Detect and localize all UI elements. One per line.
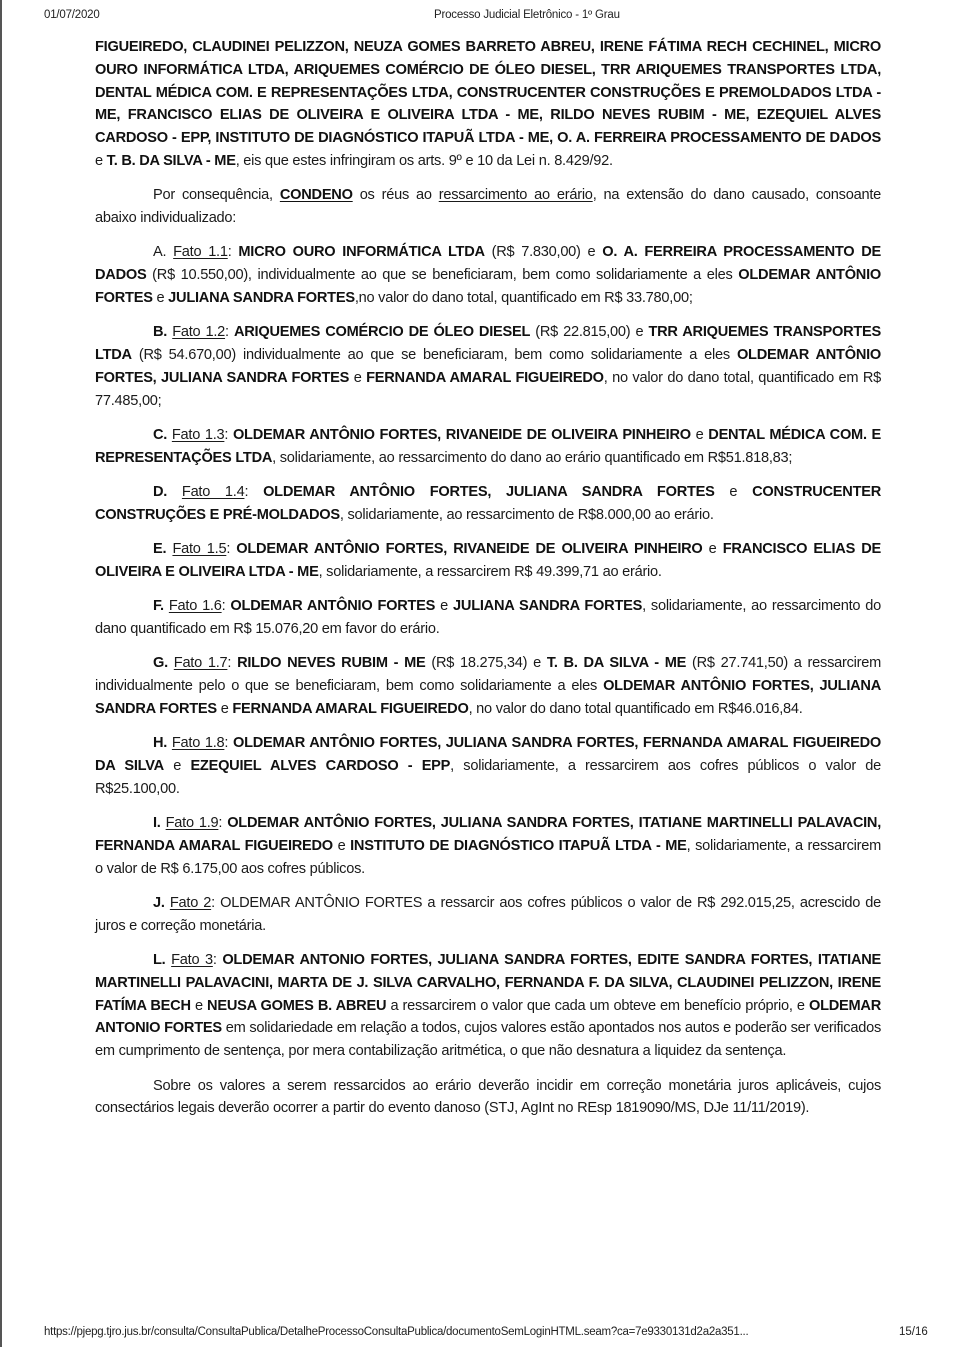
text-run: a ressarcirem o valor que cada um obteve em benefício próprio, e bbox=[386, 997, 809, 1014]
paragraph-condemnation bbox=[95, 184, 881, 230]
text-run: Por consequência, bbox=[153, 187, 280, 204]
bold-run: I. bbox=[153, 815, 166, 832]
text-run: , eis que estes infringiram os arts. 9º e 10 da Lei n. 8.429/92. bbox=[235, 152, 613, 169]
text-run: , no valor do dano total quantificado em R$46.016,84. bbox=[468, 700, 803, 717]
bold-run: JULIANA SANDRA FORTES bbox=[453, 598, 643, 615]
bold-run: JULIANA SANDRA FORTES bbox=[168, 289, 355, 306]
paragraph-item-i bbox=[95, 812, 881, 880]
text-run: em solidariedade em relação a todos, cujos valores estão apontados nos autos e poderão ser verificados em cumprimento de sentença, por mera contabilização aritmética, o que não desnatura a liquidez da sentença. bbox=[95, 1020, 881, 1060]
text-run: (R$ 27.741,50) a ressarcirem individualmente pelo o que se beneficiaram, bem como solidariamente a eles bbox=[95, 655, 882, 695]
bold-run: T. B. DA SILVA - ME bbox=[106, 152, 236, 169]
bold-run: FIGUEIREDO, CLAUDINEI PELIZZON, NEUZA GOMES BARRETO ABREU, IRENE FÁTIMA RECH CECHINEL, MICRO OURO INFORMÁTICA LTDA, ARIQUEMES COMÉRCIO DE ÓLEO DIESEL, TRR ARIQUEMES TRANSPORTES LTDA, DENTAL MÉDICA COM. E REPRESENTAÇÕES LTDA, CONSTRUCENTER CONSTRUÇÕES E PREMOLDADOS LTDA - ME, FRANCISCO ELIAS DE OLIVEIRA E OLIVEIRA LTDA - ME, RILDO NEVES RUBIM - ME, EZEQUIEL ALVES CARDOSO - EPP, INSTITUTO DE DIAGNÓSTICO ITAPUÃ LTDA - ME, O. A. FERREIRA PROCESSAMENTO DE DADOS bbox=[95, 39, 881, 147]
bold-run: OLDEMAR ANTÔNIO FORTES, RIVANEIDE DE OLIVEIRA PINHEIRO bbox=[236, 541, 703, 558]
text-run: , solidariamente, a ressarcirem o valor de R$ 6.175,00 aos cofres públicos. bbox=[95, 837, 881, 877]
paragraph-item-f bbox=[95, 595, 881, 641]
paragraph-item-l bbox=[95, 949, 881, 1063]
underlined-run: Fato 2 bbox=[169, 895, 212, 911]
bold-run: DENTAL MÉDICA COM. E REPRESENTAÇÕES LTDA bbox=[95, 426, 882, 466]
bold-run: L. bbox=[153, 952, 172, 969]
text-run: : bbox=[227, 244, 239, 261]
bold-run: H. bbox=[153, 735, 172, 752]
bold-run: OLDEMAR ANTÔNIO FORTES, JULIANA SANDRA FORTES bbox=[95, 347, 882, 386]
text-run: : bbox=[227, 655, 238, 672]
text-run: (R$ 54.670,00) individualmente ao que se beneficiaram, bem como solidariamente a eles bbox=[131, 347, 737, 364]
text-run: ,no valor do dano total, quantificado em R$ 33.780,00; bbox=[354, 289, 693, 306]
header-print-date: 01/07/2020 bbox=[44, 9, 100, 21]
text-run: e bbox=[152, 289, 169, 306]
bold-run: B. bbox=[153, 324, 173, 341]
text-run: : bbox=[225, 324, 234, 341]
bold-run: RILDO NEVES RUBIM - ME bbox=[237, 655, 426, 672]
text-run: : bbox=[212, 952, 223, 969]
paragraph-item-a bbox=[95, 241, 881, 309]
text-run: (R$ 22.815,00) e bbox=[530, 324, 649, 341]
text-run: , solidariamente, a ressarcirem R$ 49.399,71 ao erário. bbox=[318, 563, 662, 580]
text-run: e bbox=[216, 700, 233, 717]
paragraph-intro-continuation bbox=[95, 36, 881, 173]
bold-run: EZEQUIEL ALVES CARDOSO - EPP bbox=[190, 758, 451, 775]
bold-run: CONSTRUCENTER CONSTRUÇÕES E PRÉ-MOLDADOS bbox=[95, 484, 882, 523]
bold-run: OLDEMAR ANTONIO FORTES, JULIANA SANDRA FORTES, EDITE SANDRA FORTES, ITATIANE MARTINELLI PALAVACINI, MARTA DE J. SILVA CARVALHO, FERNANDA F. DA SILVA, CLAUDINEI PELIZZON, IRENE FATÍMA BECH bbox=[95, 952, 882, 1014]
footer-page-number: 15/16 bbox=[899, 1326, 928, 1338]
paragraph-item-g bbox=[95, 652, 881, 720]
text-run: e bbox=[714, 484, 753, 501]
text-run: , solidariamente, ao ressarcimento do dano quantificado em R$ 15.076,20 em favor do erário. bbox=[95, 598, 881, 638]
bold-run: OLDEMAR ANTÔNIO FORTES, RIVANEIDE DE OLIVEIRA PINHEIRO bbox=[232, 426, 691, 443]
bold-run: C. bbox=[153, 426, 172, 443]
text-run: : bbox=[224, 735, 233, 752]
bold-run: ARIQUEMES COMÉRCIO DE ÓLEO DIESEL bbox=[233, 324, 531, 341]
text-run: : bbox=[224, 426, 233, 443]
text-run: , solidariamente, ao ressarcimento de R$8.000,00 ao erário. bbox=[339, 506, 714, 523]
underlined-run: ressarcimento ao erário bbox=[438, 187, 593, 204]
bold-run: FRANCISCO ELIAS DE OLIVEIRA E OLIVEIRA LTDA - ME bbox=[95, 541, 881, 580]
bold-run: OLDEMAR ANTÔNIO FORTES, JULIANA SANDRA FORTES, FERNANDA AMARAL FIGUEIREDO DA SILVA bbox=[95, 735, 882, 775]
underlined-run: Fato 1.9 bbox=[165, 815, 219, 832]
page-left-border bbox=[0, 0, 2, 1347]
text-run: : OLDEMAR ANTÔNIO FORTES a ressarcir aos cofres públicos o valor de R$ 292.015,25, acrescido de juros e correção monetária. bbox=[95, 895, 881, 934]
text-run: : bbox=[244, 484, 264, 501]
text-run: (R$ 7.830,00) e bbox=[484, 244, 603, 261]
paragraph-item-d bbox=[95, 481, 881, 527]
text-run: : bbox=[226, 541, 237, 558]
bold-underlined-run bbox=[280, 187, 353, 203]
text-run: , no valor do dano total, quantificado em R$ 77.485,00; bbox=[95, 369, 882, 409]
text-run: : bbox=[218, 815, 228, 832]
header-document-title: Processo Judicial Eletrônico - 1º Grau bbox=[434, 9, 620, 21]
bold-run: E. bbox=[153, 541, 173, 558]
underlined-run: Fato 1.1 bbox=[173, 244, 228, 261]
bold-run: TRR ARIQUEMES TRANSPORTES LTDA bbox=[95, 324, 882, 364]
underlined-run: Fato 1.8 bbox=[171, 735, 225, 752]
bold-run: D. bbox=[153, 484, 182, 501]
text-run: e bbox=[702, 541, 723, 558]
bold-run: G. bbox=[153, 655, 174, 672]
bold-run: MICRO OURO INFORMÁTICA LTDA bbox=[238, 244, 485, 261]
bold-run: F. bbox=[153, 598, 169, 615]
paragraph-interest-clause bbox=[95, 1075, 881, 1121]
text-run: Sobre os valores a serem ressarcidos ao erário deverão incidir em correção monetária juros aplicáveis, cujos consectários legais deverão ocorrer a partir do evento danoso (STJ, AgInt no REsp 1819090/MS, DJe 11/11/2019). bbox=[95, 1077, 881, 1117]
footer-source-url[interactable]: https://pjepg.tjro.jus.br/consulta/ConsultaPublica/DetalheProcessoConsultaPublica/documentoSemLoginHTML.seam?ca=7e9330131d2a2a351... bbox=[44, 1326, 749, 1338]
paragraph-item-e bbox=[95, 538, 881, 584]
bold-run: OLDEMAR ANTÔNIO FORTES bbox=[95, 267, 882, 306]
paragraph-item-j bbox=[95, 892, 881, 938]
text-run: e bbox=[163, 758, 191, 775]
bold-run: INSTITUTO DE DIAGNÓSTICO ITAPUÃ LTDA - ME bbox=[350, 837, 687, 854]
bold-run: OLDEMAR ANTÔNIO FORTES bbox=[230, 598, 436, 615]
underlined-run: Fato 1.6 bbox=[168, 598, 222, 615]
text-run: e bbox=[190, 997, 208, 1014]
bold-run: J. bbox=[153, 895, 170, 911]
bold-run: FERNANDA AMARAL FIGUEIREDO bbox=[232, 700, 469, 717]
text-run: (R$ 10.550,00), individualmente ao que se beneficiaram, bem como solidariamente a eles bbox=[146, 267, 739, 284]
underlined-run: Fato 1.3 bbox=[171, 426, 225, 443]
bold-run: OLDEMAR ANTÔNIO FORTES, JULIANA SANDRA FORTES bbox=[95, 678, 881, 717]
underlined-run: Fato 1.2 bbox=[172, 324, 226, 341]
bold-run: O. A. FERREIRA PROCESSAMENTO DE DADOS bbox=[95, 244, 881, 284]
text-run: : bbox=[221, 598, 231, 615]
underlined-run: Fato 1.5 bbox=[172, 541, 227, 558]
text-run: e bbox=[332, 837, 351, 854]
text-run: (R$ 18.275,34) e bbox=[425, 655, 547, 672]
emphasis-text: CONDENO bbox=[279, 187, 353, 204]
text-run: e bbox=[435, 598, 454, 615]
paragraph-item-c bbox=[95, 424, 881, 470]
document-body bbox=[95, 36, 881, 1132]
paragraph-item-b bbox=[95, 321, 881, 412]
text-run: e bbox=[690, 426, 709, 443]
bold-run: OLDEMAR ANTONIO FORTES bbox=[95, 997, 882, 1037]
text-run: e bbox=[95, 152, 107, 169]
bold-run: NEUSA GOMES B. ABREU bbox=[207, 997, 387, 1014]
underlined-run: Fato 1.4 bbox=[181, 484, 245, 501]
text-run: e bbox=[349, 369, 367, 386]
underlined-run: Fato 3 bbox=[171, 952, 213, 969]
text-run: A. bbox=[153, 244, 174, 261]
text-run: , na extensão do dano causado, consoante abaixo individualizado: bbox=[95, 187, 881, 227]
text-run: os réus ao bbox=[352, 187, 439, 204]
bold-run: FERNANDA AMARAL FIGUEIREDO bbox=[366, 369, 604, 386]
bold-run: OLDEMAR ANTÔNIO FORTES, JULIANA SANDRA FORTES bbox=[263, 484, 715, 501]
underlined-run: Fato 1.7 bbox=[173, 655, 228, 672]
paragraph-item-h bbox=[95, 732, 881, 800]
text-run: , solidariamente, a ressarcirem aos cofres públicos o valor de R$25.100,00. bbox=[95, 758, 881, 797]
text-run: , solidariamente, ao ressarcimento do dano ao erário quantificado em R$51.818,83; bbox=[272, 449, 793, 466]
bold-run: T. B. DA SILVA - ME bbox=[546, 655, 687, 672]
bold-run: OLDEMAR ANTÔNIO FORTES, JULIANA SANDRA FORTES, ITATIANE MARTINELLI PALAVACIN, FERNANDA AMARAL FIGUEIREDO bbox=[95, 815, 882, 854]
